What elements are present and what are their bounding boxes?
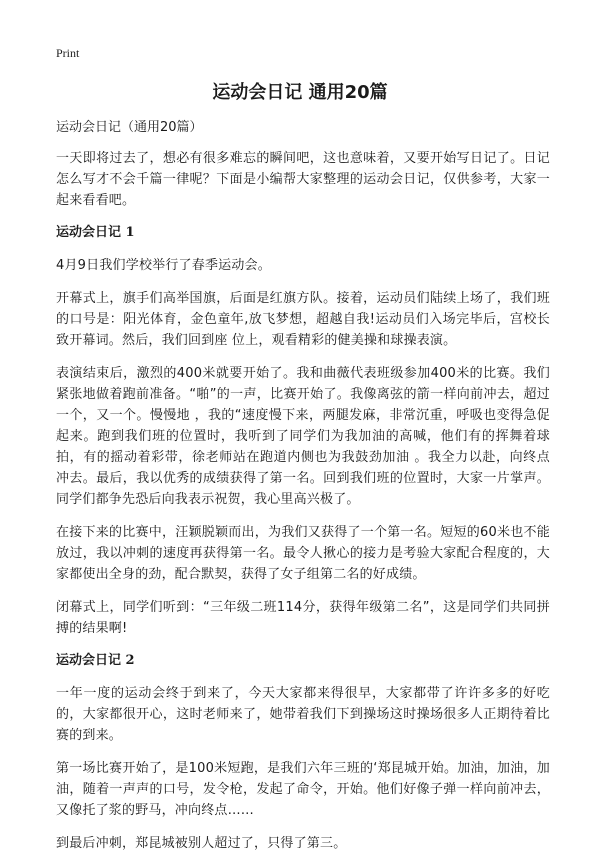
paragraph: 到最后冲刺，郑昆城被别人超过了，只得了第三。: [56, 836, 347, 851]
paragraph: 表演结束后，激烈的400米就要开始了。我和曲薇代表班级参加400米的比赛。我们紧张地做着跑前准备。“啪”的一声，比赛开始了。我像离弦的箭一样向前冲去，超过一个，又一个。慢慢地 ，我的“速度慢下来，两腿发麻，非常沉重，呼吸也变得急促起来。跑到我们班的位置时，我听到了同学们为我加油的高喊，他们有的挥舞着球拍，有的摇动着彩带，徐老师站在跑道内侧也为我鼓劲加油 。我全力以赴，向终点 冲去。最后，我以优秀的成绩获得了第一名。回到我们班的位置时，大家一片掌声。同学们都争先恐后向我表示祝贺，我心里高兴极了。: [56, 366, 550, 507]
intro-paragraph: 一天即将过去了，想必有很多难忘的瞬间吧，这也意味着，又要开始写日记了。日记怎么写才不会千篇一律呢？下面是小编帮大家整理的运动会日记，仅供参考，大家一起来看看吧。: [56, 151, 550, 208]
paragraph: 开幕式上，旗手们高举国旗，后面是红旗方队。接着，运动员们陆续上场了，我们班的口号是：阳光体育，金色童年,放飞梦想，超越自我!运动员们入场完毕后，宫校长致开幕词。然后，我们回到座 位上，观看精彩的健美操和球操表演。: [56, 291, 550, 348]
paragraph: 第一场比赛开始了，是100米短跑，是我们六年三班的‘郑昆城开始。加油，加油，加油，随着一声声的口号，发令枪，发起了命令，开始。他们好像子弹一样向前冲去，又像托了浆的野马，冲向终点……: [56, 761, 550, 818]
section-heading-1: 运动会日记 1: [56, 225, 135, 240]
page-title: 运动会日记 通用20篇: [212, 82, 388, 103]
article-body: [56, 118, 550, 866]
paragraph: 在接下来的比赛中，汪颖脱颖而出，为我们又获得了一个第一名。短短的60米也不能放过，我以冲刺的速度再获得第一名。最令人揪心的接力是考验大家配合程度的，大家都使出全身的劲，配合默契，获得了女子组第二名的好成绩。: [56, 525, 550, 582]
section-heading-2: 运动会日记 2: [56, 653, 135, 668]
paragraph: 4月9日我们学校举行了春季运动会。: [56, 258, 271, 273]
paragraph: 闭幕式上，同学们听到：“三年级二班114分，获得年级第二名”，这是同学们共同拼搏的结果啊!: [56, 600, 550, 636]
print-label: Print: [56, 46, 80, 60]
subtitle: 运动会日记（通用20篇）: [56, 120, 203, 135]
paragraph: 一年一度的运动会终于到来了，今天大家都来得很早，大家都带了许许多多的好吃的，大家都很开心，这时老师来了，她带着我们下到操场这时操场很多人正期待着比赛的到来。: [56, 686, 550, 743]
